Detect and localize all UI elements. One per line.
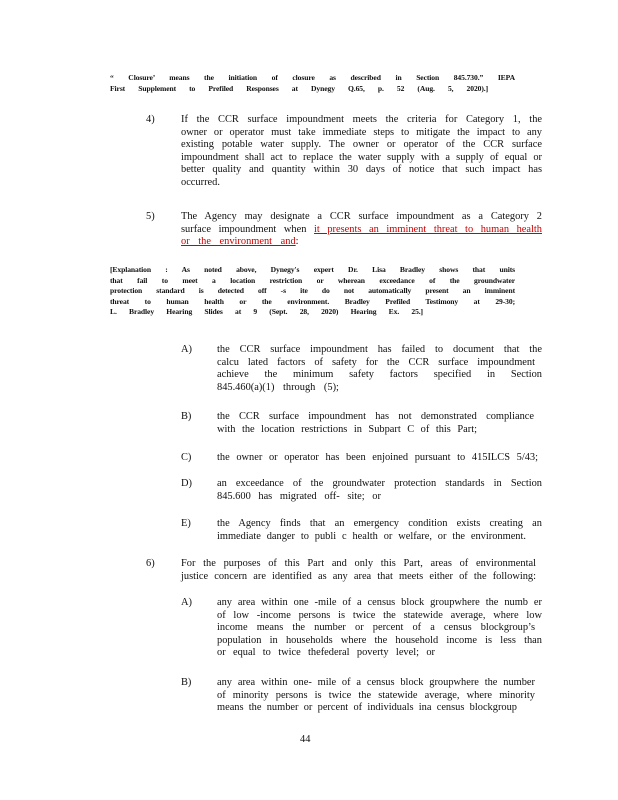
- item-5-marker: 5): [146, 211, 155, 222]
- explanation-line: that fail to meet a location restriction or wherean exceedance of the groundwater: [110, 275, 515, 285]
- item-4-line: If the CCR surface impoundment meets the criteria for Category 1, the: [181, 114, 542, 125]
- subitem-line: immediate danger to publi c health or welfare, or the environment.: [217, 530, 526, 542]
- subitem-line: the owner or operator has been enjoined pursuant to 415ILCS 5/43;: [217, 452, 538, 463]
- subitem-line: or equal to twice thefederal poverty level; or: [217, 647, 435, 659]
- subitem-c-text: [217, 452, 538, 465]
- subitem-line: 845.460(a)(1) through (5);: [217, 381, 339, 393]
- subitem-line: of low -income persons is twice the statewide average, where low: [217, 609, 542, 621]
- subitem-line: with the location restrictions in Subpart C of this Part;: [217, 423, 477, 435]
- item-4-line: existing potable water supply. The owner or operator of the CCR surface: [181, 139, 542, 151]
- subitem-line: 845.600 has migrated off- site; or: [217, 490, 381, 502]
- item-5-inserted-text: or the environment and: [181, 236, 296, 248]
- subitem-line: any area within one -mile of a census block groupwhere the numb er: [217, 597, 542, 608]
- subitem-d-text: [217, 478, 542, 503]
- subitem-line: the CCR surface impoundment has failed to document that the: [217, 344, 542, 355]
- item-4-text: [181, 114, 542, 190]
- explanation-note: [110, 265, 515, 318]
- item-5-line: The Agency may designate a CCR surface impoundment as a Category 2: [181, 211, 542, 222]
- item-4-line: occurred.: [181, 176, 220, 188]
- item-4-line: better quality and quantity within 30 days of notice that such impact has: [181, 164, 542, 176]
- subitem-line: calcu lated factors of safety for the CCR surface impoundment: [217, 356, 535, 368]
- subitem-line: income means the number or percent of a census blockgroup’s: [217, 622, 535, 634]
- subitem-b-marker: B): [181, 411, 192, 422]
- subitem-line: population in households where the household income is less than: [217, 634, 542, 646]
- item-6-text: [181, 558, 536, 583]
- item-6-line: justice concern are identified as any area that meets either of the following:: [181, 570, 536, 582]
- item-5-line: [181, 236, 542, 249]
- footnote-line: “ Closure’ means the initiation of closure as described in Section 845.730.” IEPA: [110, 73, 515, 82]
- subitem-d-marker: D): [181, 478, 192, 489]
- subitem-b-text: [217, 411, 534, 436]
- item-4-marker: 4): [146, 114, 155, 125]
- subitem-a-marker: A): [181, 344, 192, 355]
- subitem-e-marker: E): [181, 518, 191, 529]
- page-number: 44: [300, 734, 311, 745]
- item-5-colon: :: [295, 236, 299, 248]
- subitem-c-marker: C): [181, 452, 192, 463]
- explanation-line: threat to human health or the environment. Bradley Prefiled Testimony at 29-30;: [110, 296, 515, 306]
- subitem-line: an exceedance of the groundwater protection standards in Section: [217, 478, 542, 489]
- subitem-line: the Agency finds that an emergency condition exists creating an: [217, 518, 542, 529]
- item-6-marker: 6): [146, 558, 155, 569]
- item-5-line: [181, 224, 542, 237]
- explanation-line: [Explanation : As noted above, Dynegy's expert Dr. Lisa Bradley shows that units: [110, 265, 515, 274]
- item-4-line: impoundment shall act to replace the water supply with a supply of equal or: [181, 151, 542, 163]
- footnote-top: [110, 73, 515, 94]
- subitem-line: the CCR surface impoundment has not demonstrated compliance: [217, 411, 534, 422]
- subitem-line: achieve the minimum safety factors specified in Section: [217, 369, 542, 381]
- item-5-text-plain: surface impoundment when: [181, 223, 314, 235]
- subitem-line: of minority persons is twice the statewide average, where minority: [217, 689, 535, 701]
- item6-subitem-a-marker: A): [181, 597, 192, 608]
- subitem-line: means the number or percent of individuals ina census blockgroup: [217, 702, 517, 714]
- subitem-line: any area within one- mile of a census block groupwhere the number: [217, 677, 535, 688]
- subitem-a-text: [217, 344, 542, 394]
- item6-subitem-b-text: [217, 677, 535, 715]
- item6-subitem-a-text: [217, 597, 542, 660]
- subitem-e-text: [217, 518, 542, 543]
- item6-subitem-b-marker: B): [181, 677, 192, 688]
- item-6-line: For the purposes of this Part and only this Part, areas of environmental: [181, 558, 536, 569]
- item-5-text: [181, 211, 542, 249]
- item-4-line: owner or operator must take immediate steps to mitigate the impact to any: [181, 126, 542, 138]
- explanation-line: L. Bradley Hearing Slides at 9 (Sept. 28, 2020) Hearing Ex. 25.]: [110, 307, 423, 316]
- footnote-line: First Supplement to Prefiled Responses at Dynegy Q.65, p. 52 (Aug. 5, 2020).]: [110, 83, 488, 93]
- explanation-line: protection standard is detected off -s ite do not automatically present an imminent: [110, 286, 515, 295]
- item-5-inserted-text: it presents an imminent threat to human health: [314, 223, 542, 235]
